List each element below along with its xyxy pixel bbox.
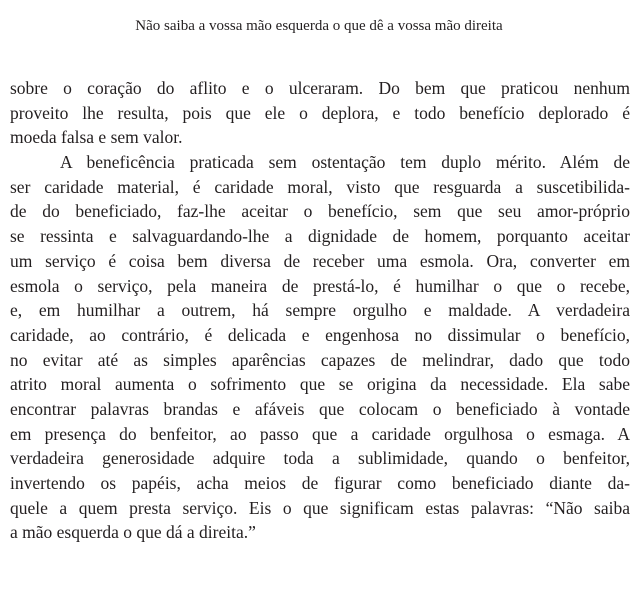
paragraph-end-line: a mão esquerda o que dá a direita.” <box>10 522 256 543</box>
paragraph-end-line: moeda falsa e sem valor. <box>10 127 183 148</box>
text-line: quele a quem presta serviço. Eis o que significam estas palavras: “Não saiba <box>10 497 630 518</box>
text-line: se ressinta e salvaguardando-lhe a dignidade de homem, porquanto aceitar <box>10 226 630 247</box>
text-line: um serviço é coisa bem diversa de receber uma esmola. Ora, converter em <box>10 250 630 271</box>
running-header: Não saiba a vossa mão esquerda o que dê a vossa mão direita <box>135 18 503 34</box>
text-line: sobre o coração do aflito e o ulceraram. Do bem que praticou nenhum <box>10 78 630 98</box>
text-line: caridade, ao contrário, é delicada e engenhosa no dissimular o benefício, <box>10 324 630 345</box>
paragraph-first-line: A beneficência praticada sem ostentação tem duplo mérito. Além de <box>60 152 630 173</box>
text-line: em presença do benfeitor, ao passo que a caridade orgulhosa o esmaga. A <box>10 423 630 444</box>
text-line: atrito moral aumenta o sofrimento que se origina da necessidade. Ela sabe <box>10 374 630 395</box>
text-line: no evitar até as simples aparências capazes de melindrar, dado que todo <box>10 349 630 370</box>
text-line: ser caridade material, é caridade moral, visto que resguarda a suscetibilida- <box>10 176 630 197</box>
text-line: encontrar palavras brandas e afáveis que colocam o beneficiado à vontade <box>10 398 630 419</box>
text-line: esmola o serviço, pela maneira de prestá-lo, é humilhar o que o recebe, <box>10 275 630 296</box>
text-line: e, em humilhar a outrem, há sempre orgulho e maldade. A verdadeira <box>10 300 630 321</box>
text-line: proveito lhe resulta, pois que ele o deplora, e todo benefício deplorado é <box>10 102 630 123</box>
text-line: invertendo os papéis, acha meios de figurar como beneficiado diante da- <box>10 473 630 493</box>
text-line: verdadeira generosidade adquire toda a sublimidade, quando o benfeitor, <box>10 448 630 469</box>
body-text <box>10 76 630 545</box>
text-line: de do beneficiado, faz-lhe aceitar o benefício, sem que seu amor-próprio <box>10 201 630 222</box>
